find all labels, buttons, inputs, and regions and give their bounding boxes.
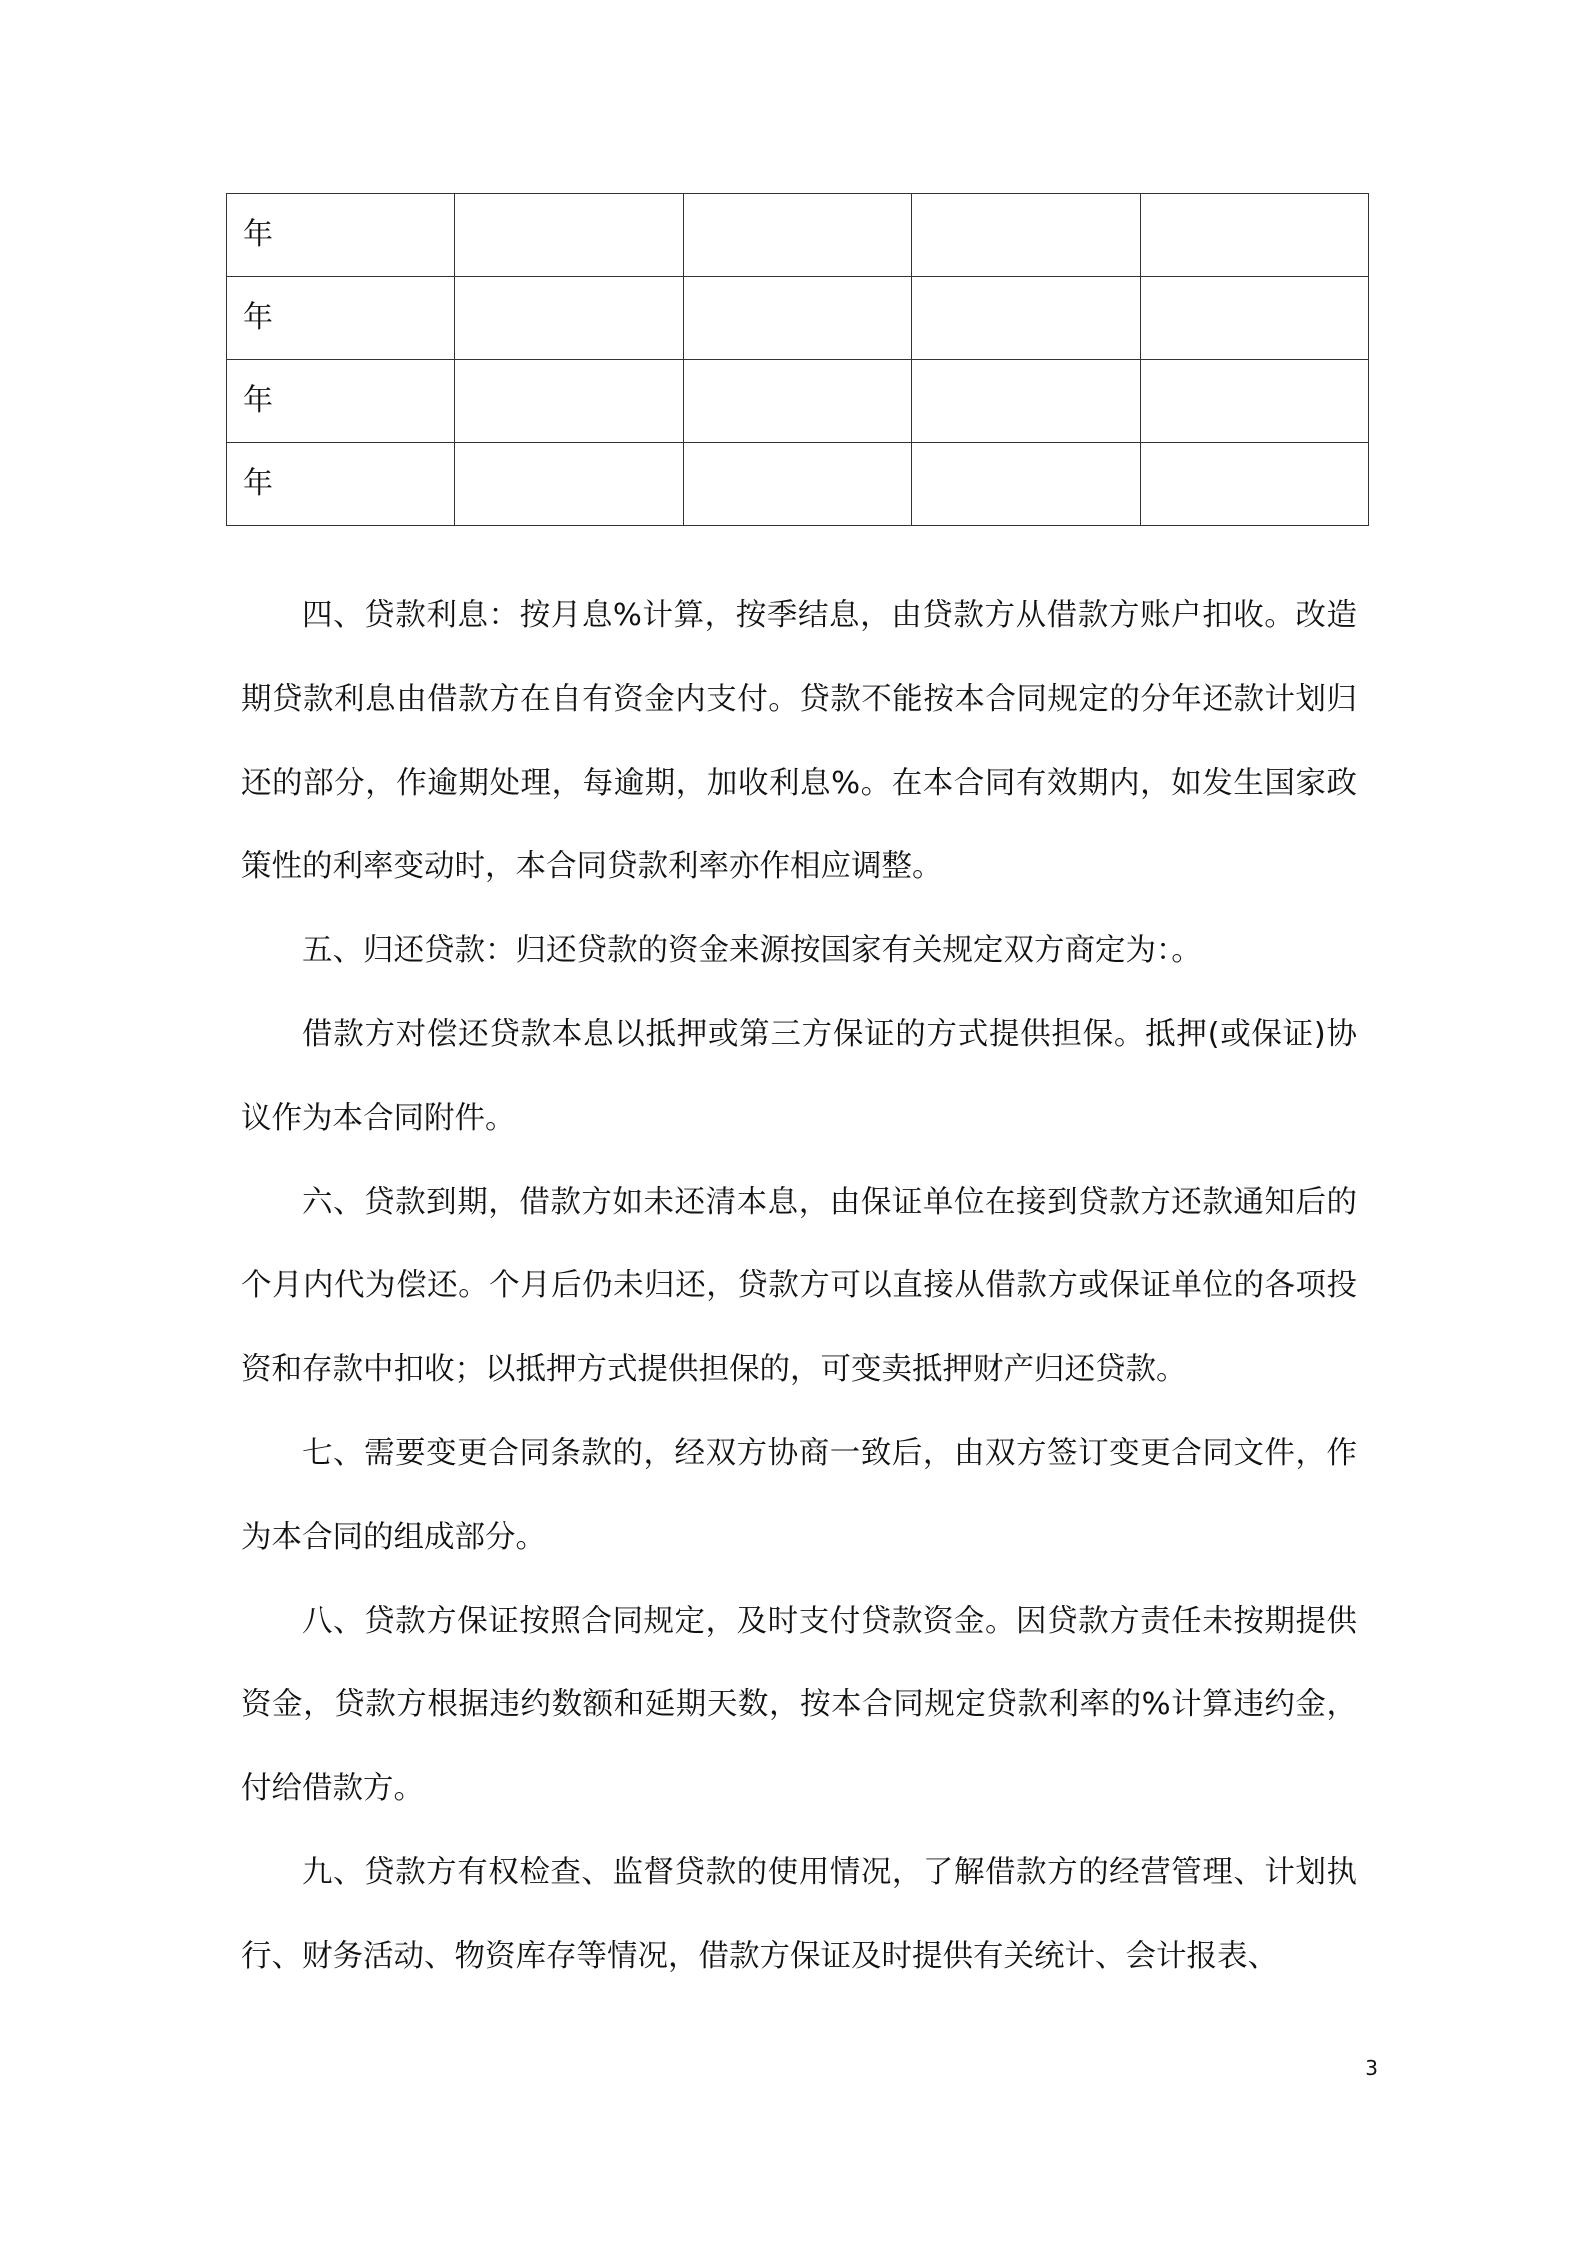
clause-5-repayment: 五、归还贷款：归还贷款的资金来源按国家有关规定双方商定为：。 [302,933,1202,969]
guarantee-paragraph: 借款方对偿还贷款本息以抵押或第三方保证的方式提供担保。抵押(或保证)协议作为本合同附件。 [241,1016,1357,1136]
clause-7-amendment: 七、需要变更合同条款的，经双方协商一致后，由双方签订变更合同文件，作为本合同的组成部分。 [241,1435,1357,1555]
clause-6-maturity: 六、贷款到期，借款方如未还清本息，由保证单位在接到贷款方还款通知后的个月内代为偿还。个月后仍未归还，贷款方可以直接从借款方或保证单位的各项投资和存款中扣收；以抵押方式提供担保的，可变卖抵押财产归还贷款。 [241,1184,1357,1388]
repayment-schedule-table [226,193,1369,526]
clause-4-interest: 四、贷款利息：按月息%计算，按季结息，由贷款方从借款方账户扣收。改造期贷款利息由借款方在自有资金内支付。贷款不能按本合同规定的分年还款计划归还的部分，作逾期处理，每逾期，加收利息%。在本合同有效期内，如发生国家政策性的利率变动时，本合同贷款利率亦作相应调整。 [241,598,1357,885]
table-cell [455,360,683,443]
table-row [227,443,1369,526]
table-row [227,277,1369,360]
table-cell-year: 年 [227,194,455,277]
table-row [227,194,1369,277]
table-cell [683,443,911,526]
table-cell [683,277,911,360]
clause-9-inspection: 九、贷款方有权检查、监督贷款的使用情况，了解借款方的经营管理、计划执行、财务活动、物资库存等情况，借款方保证及时提供有关统计、会计报表、 [241,1854,1357,1974]
contract-body [241,574,1357,1999]
table-row [227,360,1369,443]
table-cell [1140,194,1368,277]
table-cell [455,443,683,526]
table-cell [912,443,1140,526]
table-cell [1140,277,1368,360]
table-cell [455,194,683,277]
table-cell-year: 年 [227,277,455,360]
table-cell [912,277,1140,360]
table-cell [1140,443,1368,526]
table-cell [912,194,1140,277]
table-cell [1140,360,1368,443]
page-number: 3 [1365,2056,1378,2080]
table-cell [683,360,911,443]
table-cell [455,277,683,360]
table-cell-year: 年 [227,443,455,526]
table-cell-year: 年 [227,360,455,443]
table-cell [683,194,911,277]
clause-8-lender-obligation: 八、贷款方保证按照合同规定，及时支付贷款资金。因贷款方责任未按期提供资金，贷款方根据违约数额和延期天数，按本合同规定贷款利率的%计算违约金，付给借款方。 [241,1603,1357,1807]
table-cell [912,360,1140,443]
